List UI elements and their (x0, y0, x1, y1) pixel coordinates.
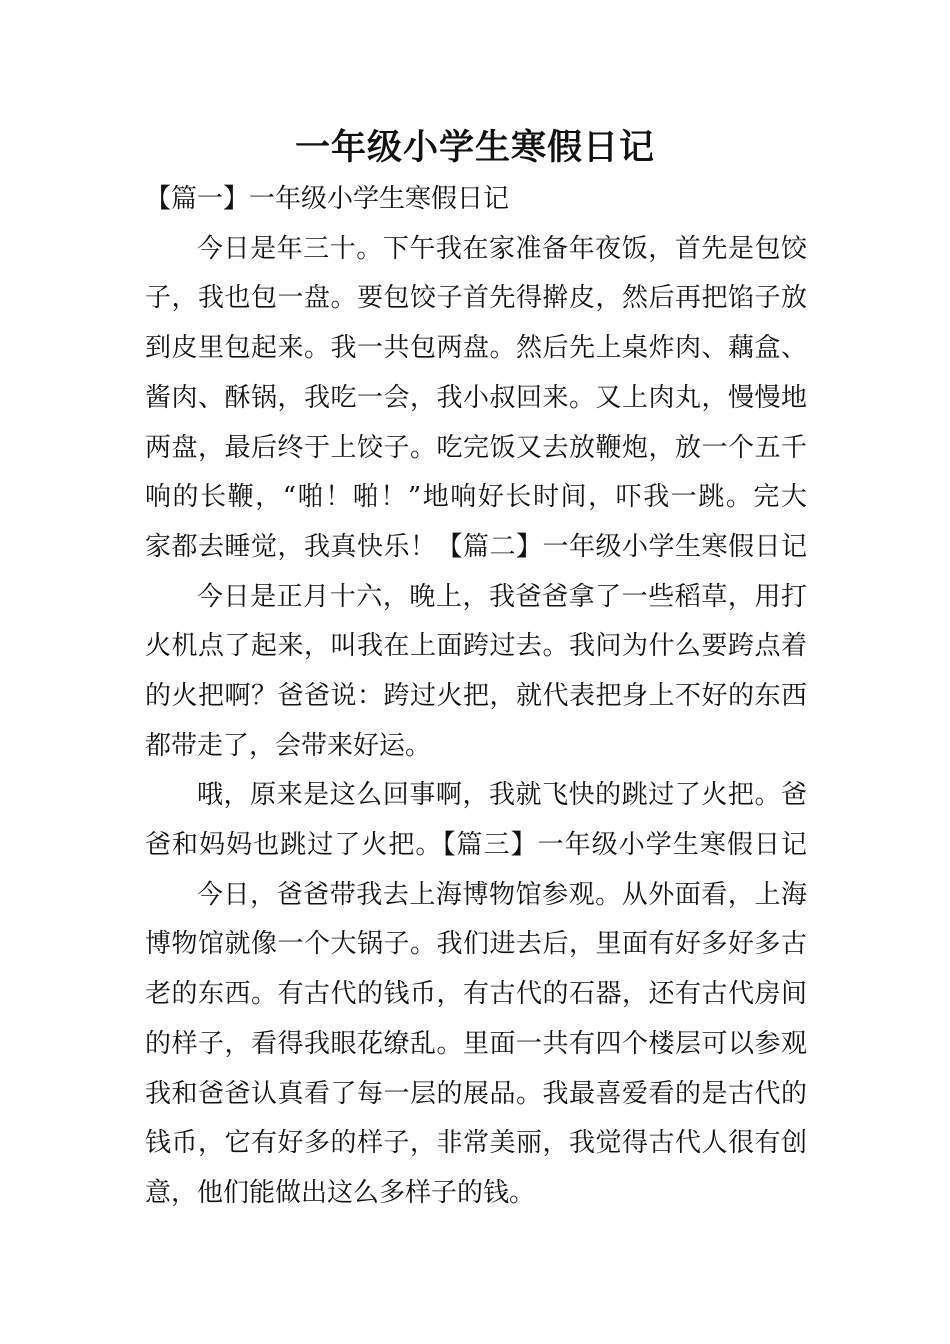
text-line: 子，我也包一盘。要包饺子首先得擀皮，然后再把馅子放 (145, 283, 807, 313)
text-line: 响的长鞭，“啪！啪！”地响好长时间，吓我一跳。完大 (145, 482, 807, 512)
text-line: 两盘，最后终于上饺子。吃完饭又去放鞭炮，放一个五千 (145, 433, 807, 463)
text-line: 今日是年三十。下午我在家准备年夜饭，首先是包饺 (197, 234, 807, 264)
document-title: 一年级小学生寒假日记 (294, 128, 655, 168)
text-line: 爸和妈妈也跳过了火把。【篇三】一年级小学生寒假日记 (145, 830, 807, 860)
text-line: 博物馆就像一个大锅子。我们进去后，里面有好多好多古 (145, 929, 807, 959)
text-line: 的火把啊？爸爸说：跨过火把，就代表把身上不好的东西 (145, 681, 807, 711)
text-line: 意，他们能做出这么多样子的钱。 (145, 1178, 536, 1208)
text-line: 火机点了起来，叫我在上面跨过去。我问为什么要跨点着 (145, 631, 807, 661)
text-line: 酱肉、酥锅，我吃一会，我小叔回来。又上肉丸，慢慢地 (145, 383, 807, 413)
text-line: 我和爸爸认真看了每一层的展品。我最喜爱看的是古代的 (145, 1079, 807, 1109)
text-line: 都带走了，会带来好运。 (145, 731, 432, 761)
section-heading-1: 【篇一】一年级小学生寒假日记 (145, 184, 510, 214)
text-line: 的样子，看得我眼花缭乱。里面一共有四个楼层可以参观 (145, 1029, 807, 1059)
text-line: 今日是正月十六，晚上，我爸爸拿了一些稻草，用打 (197, 582, 807, 612)
text-line: 钱币，它有好多的样子，非常美丽，我觉得古代人很有创 (145, 1128, 807, 1158)
text-line: 家都去睡觉，我真快乐！【篇二】一年级小学生寒假日记 (145, 532, 807, 562)
text-line: 哦，原来是这么回事啊，我就飞快的跳过了火把。爸 (197, 780, 807, 810)
text-line: 到皮里包起来。我一共包两盘。然后先上桌炸肉、藕盒、 (145, 333, 807, 363)
text-line: 今日，爸爸带我去上海博物馆参观。从外面看，上海 (197, 880, 807, 910)
text-line: 老的东西。有古代的钱币，有古代的石器，还有古代房间 (145, 979, 807, 1009)
